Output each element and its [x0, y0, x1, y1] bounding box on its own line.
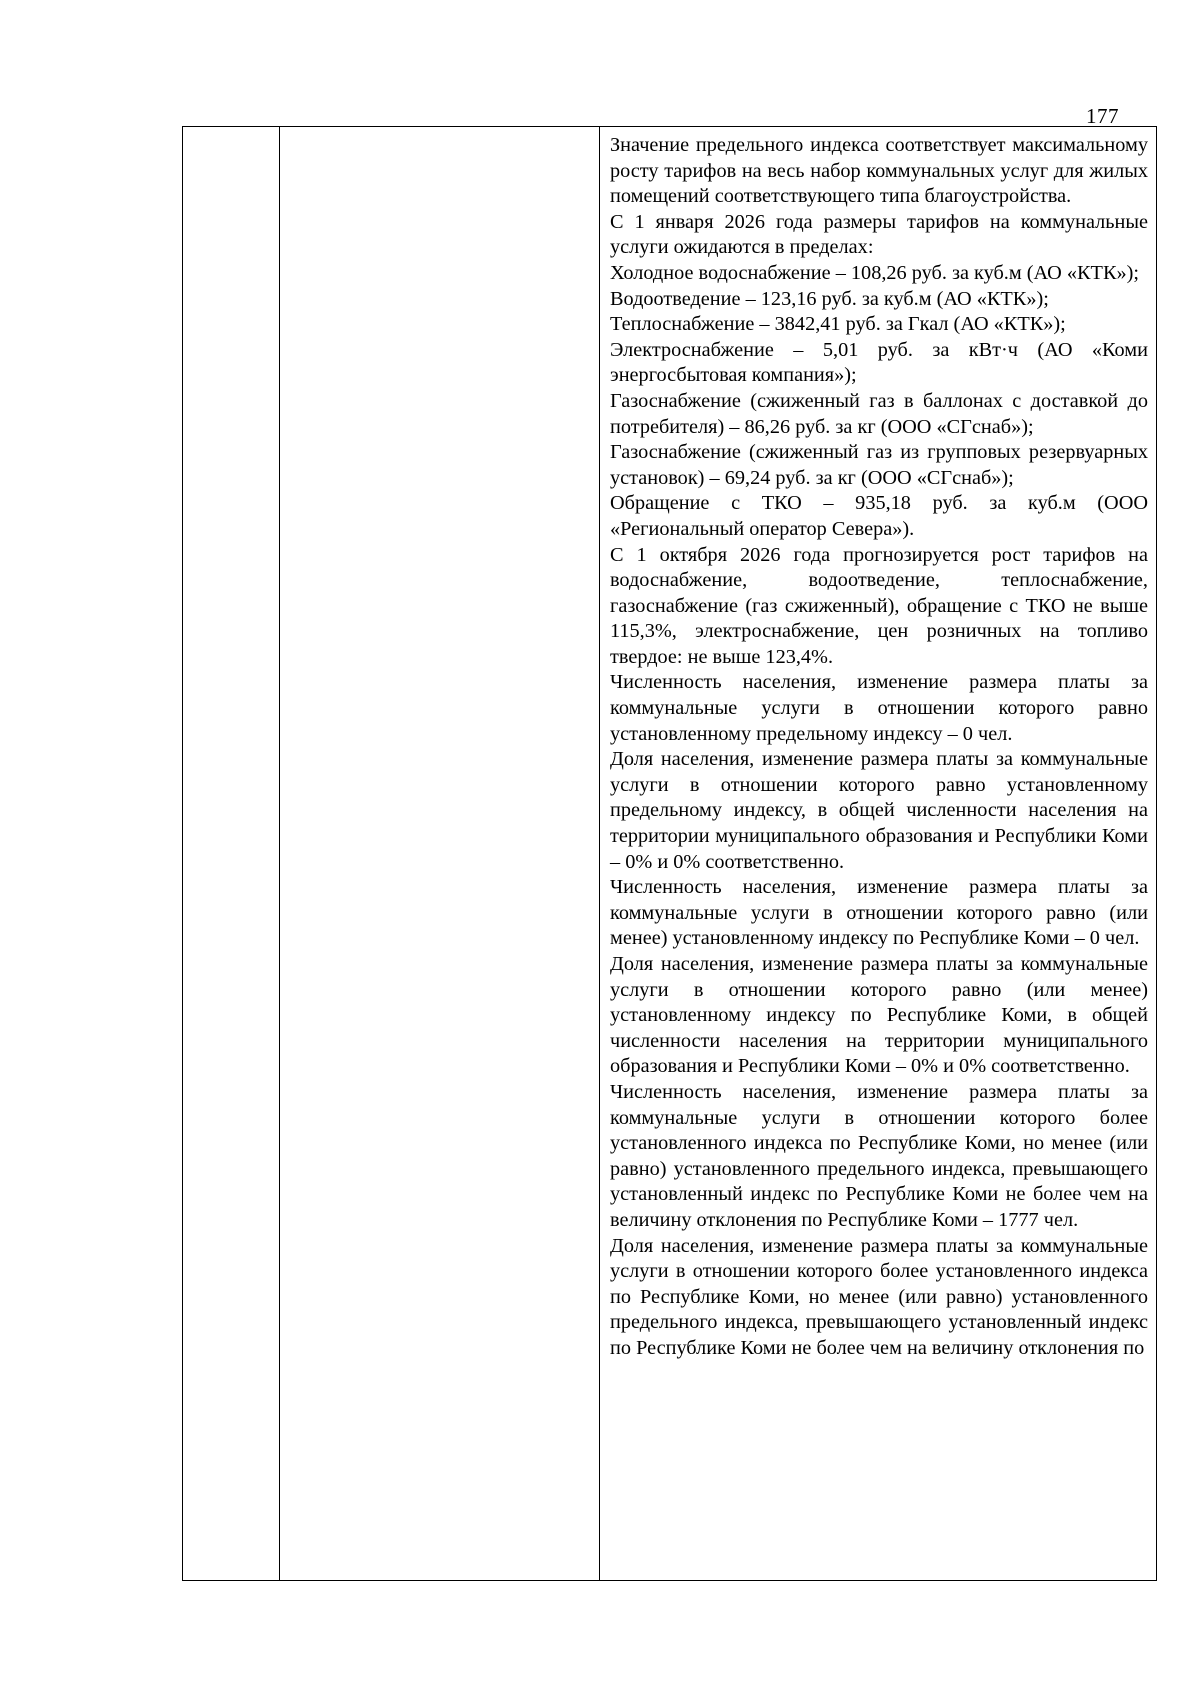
- paragraph-waste: Обращение с ТКО – 935,18 руб. за куб.м (ООО «Региональный оператор Севера»).: [610, 492, 1148, 540]
- paragraph-share-komi-index: Доля населения, изменение размера платы за коммунальные услуги в отношении которого равно (или менее) установленному индексу по Республике Коми, в общей численности населения на территории муниципального образования и Республики Коми – 0% и 0% соответственно.: [610, 953, 1148, 1078]
- paragraph-sewerage: Водоотведение – 123,16 руб. за куб.м (АО «КТК»);: [610, 287, 1049, 310]
- paragraph-share-above-index: Доля населения, изменение размера платы за коммунальные услуги в отношении которого более установленного индекса по Республике Коми, но менее (или равно) установленного предельного индекса, превышающего установленный индекс по Республике Коми не более чем на величину отклонения по: [610, 1234, 1148, 1359]
- table-cell-description: [600, 127, 1157, 1581]
- paragraph-gas-tanks: Газоснабжение (сжиженный газ из групповых резервуарных установок) – 69,24 руб. за кг (ООО «СГснаб»);: [610, 441, 1148, 489]
- paragraph-tariffs-intro: С 1 января 2026 года размеры тарифов на коммунальные услуги ожидаются в пределах:: [610, 210, 1148, 259]
- paragraph-gas-cylinders: Газоснабжение (сжиженный газ в баллонах с доставкой до потребителя) – 86,26 руб. за кг (ООО «СГснаб»);: [610, 389, 1148, 438]
- description-text: [600, 127, 1156, 1362]
- paragraph-population-komi-index: Численность населения, изменение размера платы за коммунальные услуги в отношении которого равно (или менее) установленному индексу по Республике Коми – 0 чел.: [610, 876, 1148, 950]
- paragraph-heating: Теплоснабжение – 3842,41 руб. за Гкал (АО «КТК»);: [610, 313, 1066, 336]
- table-cell-indicator: [280, 127, 600, 1581]
- paragraph-population-above-index: Численность населения, изменение размера платы за коммунальные услуги в отношении которого более установленного индекса по Республике Коми, но менее (или равно) установленного предельного индекса, превышающего установленный индекс по Республике Коми не более чем на величину отклонения по Республике Коми – 1777 чел.: [610, 1080, 1148, 1231]
- paragraph-population-limit: Численность населения, изменение размера платы за коммунальные услуги в отношении которого равно установленному предельному индексу – 0 чел.: [610, 671, 1148, 745]
- paragraph-october-growth: С 1 октября 2026 года прогнозируется рост тарифов на водоснабжение, водоотведение, теплоснабжение, газоснабжение (газ сжиженный), обращение с ТКО не выше 115,3%, электроснабжение, цен розничных на топливо твердое: не выше 123,4%.: [610, 543, 1148, 668]
- paragraph-electricity: Электроснабжение – 5,01 руб. за кВт·ч (АО «Коми энергосбытовая компания»);: [610, 338, 1148, 387]
- paragraph-index-meaning: Значение предельного индекса соответствует максимальному росту тарифов на весь набор коммунальных услуг для жилых помещений соответствующего типа благоустройства.: [610, 134, 1148, 208]
- paragraph-cold-water: Холодное водоснабжение – 108,26 руб. за куб.м (АО «КТК»);: [610, 261, 1140, 284]
- page-number: 177: [1086, 104, 1119, 128]
- table-cell-number: [183, 127, 280, 1581]
- table-row: [183, 127, 1157, 1581]
- content-table: [182, 126, 1157, 1581]
- paragraph-share-limit: Доля населения, изменение размера платы за коммунальные услуги в отношении которого равно установленному предельному индексу, в общей численности населения на территории муниципального образования и Республики Коми – 0% и 0% соответственно.: [610, 748, 1148, 873]
